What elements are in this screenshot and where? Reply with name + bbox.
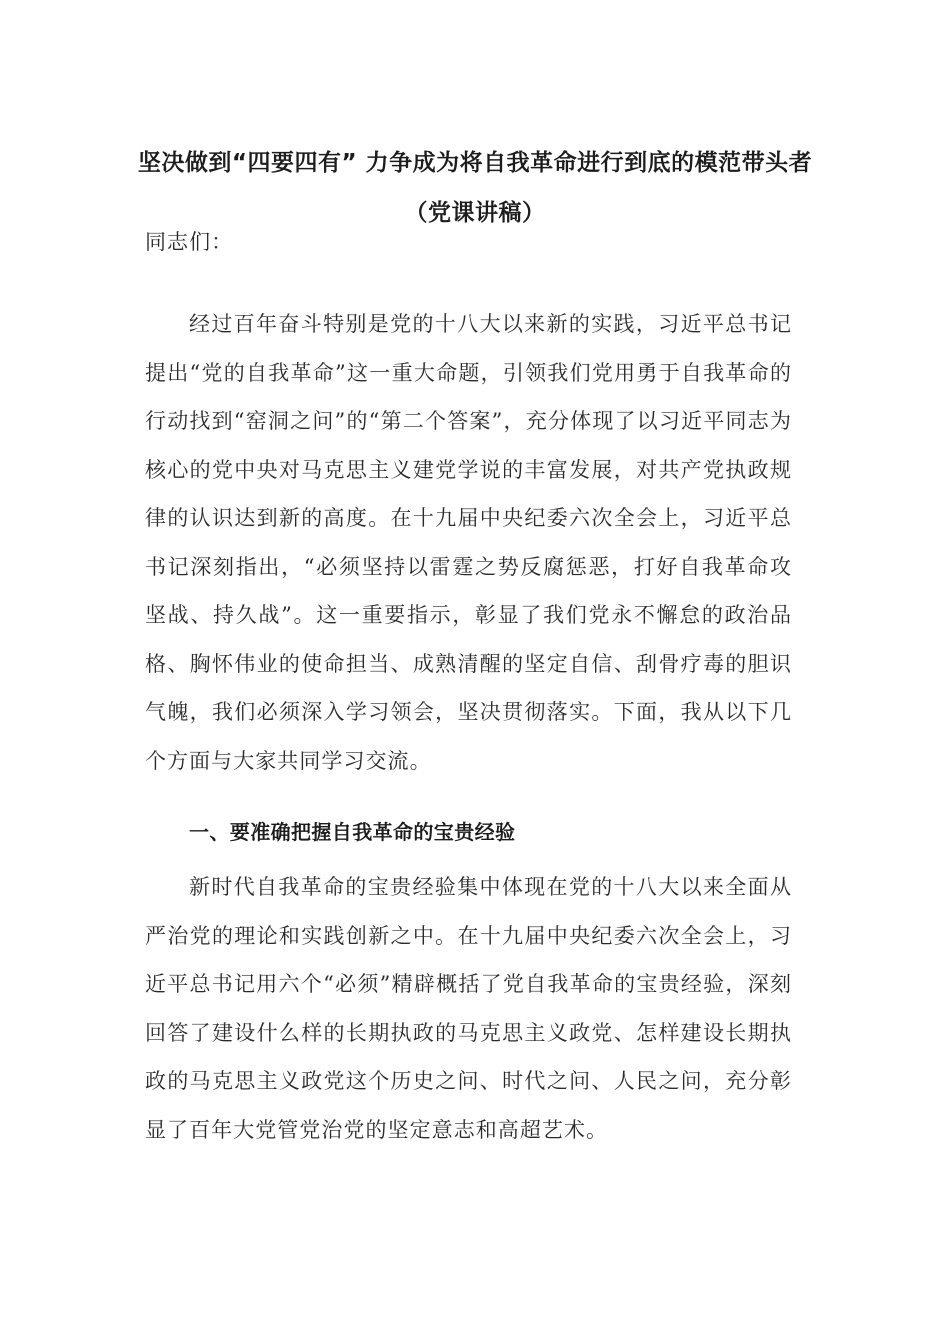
intro-paragraph: 经过百年奋斗特别是党的十八大以来新的实践，习近平总书记提出“党的自我革命”这一重大命题，引领我们党用勇于自我革命的行动找到“窑洞之问”的“第二个答案”，充分体现了以习近平同志为核心的党中央对马克思主义建党学说的丰富发展，对共产党执政规律的认识达到新的高度。在十九届中央纪委六次全会上，习近平总书记深刻指出，“必须坚持以雷霆之势反腐惩恶，打好自我革命攻坚战、持久战”。这一重要指示，彰显了我们党永不懈怠的政治品格、胸怀伟业的使命担当、成熟清醒的坚定自信、刮骨疗毒的胆识气魄，我们必须深入学习领会，坚决贯彻落实。下面，我从以下几个方面与大家共同学习交流。 <box>145 312 792 773</box>
salutation: 同志们： <box>145 230 234 254</box>
document-title: 坚决做到“四要四有” 力争成为将自我革命进行到底的模范带头者（党课讲稿） <box>137 150 813 226</box>
section-heading-1: 一、要准确把握自我革命的宝贵经验 <box>189 820 516 844</box>
section-1-paragraph: 新时代自我革命的宝贵经验集中体现在党的十八大以来全面从严治党的理论和实践创新之中。在十九届中央纪委六次全会上，习近平总书记用六个“必须”精辟概括了党自我革命的宝贵经验，深刻回答了建设什么样的长期执政的马克思主义政党、怎样建设长期执政的马克思主义政党这个历史之问、时代之问、人民之问，充分彰显了百年大党管党治党的坚定意志和高超艺术。 <box>145 875 792 1142</box>
